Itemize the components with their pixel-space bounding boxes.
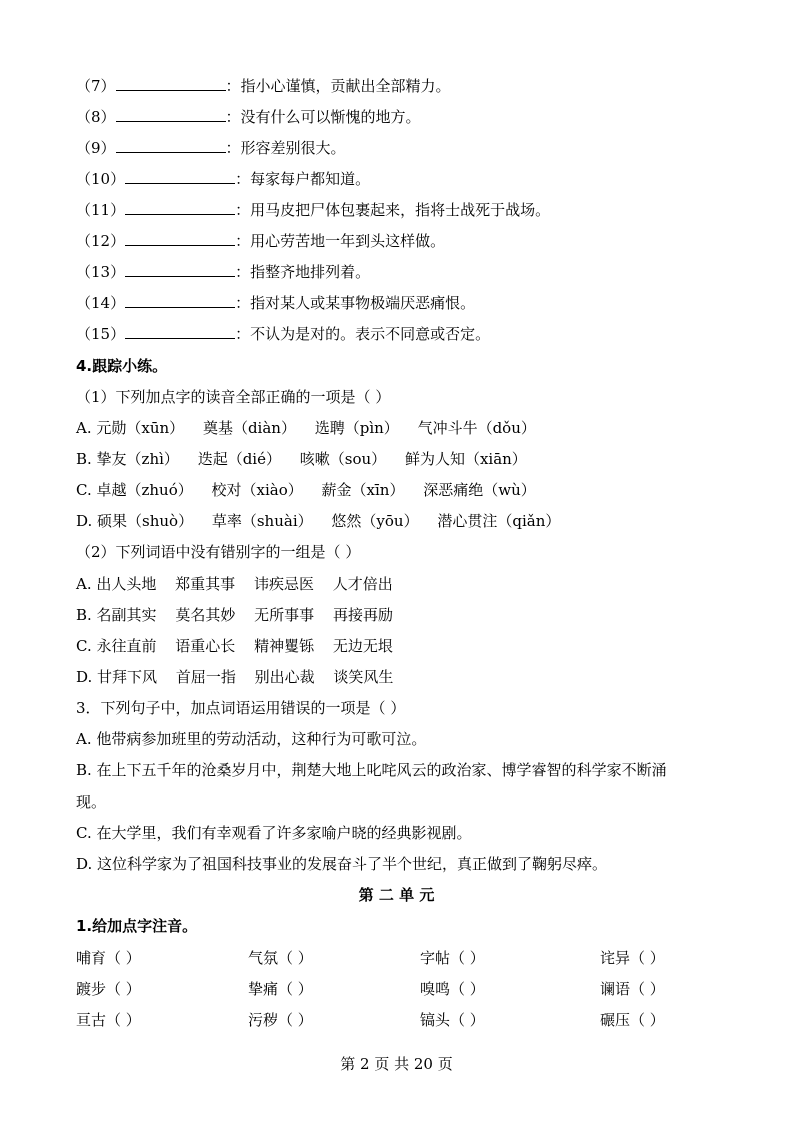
option-text: A. 出人头地 (76, 575, 157, 593)
question-3: 3．下列句子中，加点词语运用错误的一项是（ ） (76, 699, 406, 717)
definition-15 (76, 324, 490, 344)
section-title: 4.跟踪小练。 (76, 357, 168, 375)
pinyin-item[interactable]: 镐头（ ） (420, 1011, 485, 1029)
question-2: （2）下列词语中没有错别字的一组是（ ） (76, 543, 361, 561)
option-text: 气冲斗牛（dǒu） (417, 419, 536, 437)
option-text: 鲜为人知（xiān） (404, 450, 527, 468)
option-text: C. 卓越（zhuó） (76, 481, 193, 499)
definition-text: ：每家每户都知道。 (235, 170, 371, 188)
option-text: 草率（shuài） (211, 512, 313, 530)
definition-number: （7） (76, 77, 116, 95)
option-text: 选聘（pìn） (314, 419, 399, 437)
definition-7 (76, 76, 451, 96)
q2-option-a[interactable] (76, 574, 407, 594)
pinyin-item[interactable]: 亘古（ ） (76, 1011, 141, 1029)
definition-text: ：指对某人或某事物极端厌恶痛恨。 (235, 294, 476, 312)
definition-number: （13） (76, 263, 126, 281)
option-text: 潜心贯注（qiǎn） (437, 512, 561, 530)
option-text: 精神矍铄 (254, 637, 315, 655)
q3-option-d[interactable]: D. 这位科学家为了祖国科技事业的发展奋斗了半个世纪，真正做到了鞠躬尽瘁。 (76, 855, 608, 873)
definition-number: （10） (76, 170, 126, 188)
definition-9 (76, 138, 346, 158)
answer-blank[interactable] (125, 293, 235, 308)
q2-option-c[interactable] (76, 636, 407, 656)
option-text: 再接再励 (332, 606, 393, 624)
question-1: （1）下列加点字的读音全部正确的一项是（ ） (76, 388, 391, 406)
pinyin-item[interactable]: 诧异（ ） (600, 949, 665, 967)
q3-option-b-continued: 现。 (76, 793, 107, 811)
option-text: D. 硕果（shuò） (76, 512, 194, 530)
definition-text: ：指整齐地排列着。 (235, 263, 371, 281)
unit-title: 第 二 单 元 (358, 886, 435, 904)
pinyin-item[interactable]: 挚痛（ ） (248, 980, 313, 998)
q1-option-d[interactable] (76, 511, 574, 531)
answer-blank[interactable] (116, 138, 226, 153)
q1-option-c[interactable] (76, 480, 550, 500)
pinyin-item[interactable]: 污秽（ ） (248, 1011, 313, 1029)
answer-blank[interactable] (125, 231, 235, 246)
pinyin-item[interactable]: 碾压（ ） (600, 1011, 665, 1029)
definition-text: ：指小心谨慎，贡献出全部精力。 (225, 77, 451, 95)
section-title: 1.给加点字注音。 (76, 917, 198, 935)
pinyin-item[interactable]: 谰语（ ） (600, 980, 665, 998)
option-text: 咳嗽（sou） (299, 450, 387, 468)
option-text: 郑重其事 (175, 575, 236, 593)
option-text: B. 挚友（zhì） (76, 450, 179, 468)
page-footer: 第 2 页 共 20 页 (340, 1055, 453, 1073)
option-text: 迭起（dié） (197, 450, 281, 468)
option-text: D. 甘拜下风 (76, 668, 158, 686)
option-text: 语重心长 (175, 637, 236, 655)
option-text: 奠基（diàn） (202, 419, 296, 437)
definition-10 (76, 169, 370, 189)
pinyin-row (76, 947, 726, 967)
q1-option-b[interactable] (76, 449, 541, 469)
answer-blank[interactable] (125, 262, 235, 277)
pinyin-row (76, 978, 726, 998)
definition-13 (76, 262, 370, 282)
option-text: 人才倍出 (332, 575, 393, 593)
option-text: C. 永往直前 (76, 637, 157, 655)
pinyin-item[interactable]: 嗅鸣（ ） (420, 980, 485, 998)
option-text: 校对（xiào） (211, 481, 303, 499)
option-text: 谈笑风生 (333, 668, 394, 686)
option-text: B. 名副其实 (76, 606, 157, 624)
definition-11 (76, 200, 550, 220)
definition-12 (76, 231, 445, 251)
option-text: 讳疾忌医 (253, 575, 314, 593)
definition-text: ：不认为是对的。表示不同意或否定。 (235, 325, 491, 343)
pinyin-item[interactable]: 踱步（ ） (76, 980, 141, 998)
answer-blank[interactable] (125, 324, 235, 339)
answer-blank[interactable] (116, 76, 226, 91)
q3-option-c[interactable]: C. 在大学里，我们有幸观看了许多家喻户晓的经典影视剧。 (76, 824, 472, 842)
pinyin-row (76, 1009, 726, 1029)
definition-8 (76, 107, 421, 127)
q1-option-a[interactable] (76, 418, 550, 438)
definition-number: （15） (76, 325, 126, 343)
option-text: 深恶痛绝（wù） (423, 481, 536, 499)
option-text: 薪金（xīn） (321, 481, 405, 499)
option-text: 无所事事 (254, 606, 315, 624)
answer-blank[interactable] (125, 169, 235, 184)
definition-number: （8） (76, 108, 116, 126)
pinyin-item[interactable]: 哺育（ ） (76, 949, 141, 967)
pinyin-grid (76, 947, 726, 1037)
option-text: 首屈一指 (175, 668, 236, 686)
definition-text: ：用马皮把尸体包裹起来，指将士战死于战场。 (235, 201, 551, 219)
pinyin-item[interactable]: 字帖（ ） (420, 949, 485, 967)
definition-number: （11） (76, 201, 126, 219)
answer-blank[interactable] (125, 200, 235, 215)
q3-option-b[interactable]: B. 在上下五千年的沧桑岁月中，荆楚大地上叱咤风云的政治家、博学睿智的科学家不断涌 (76, 761, 667, 779)
answer-blank[interactable] (116, 107, 226, 122)
definition-number: （12） (76, 232, 126, 250)
option-text: A. 元勋（xūn） (76, 419, 185, 437)
q2-option-d[interactable] (76, 667, 407, 687)
definition-text: ：没有什么可以惭愧的地方。 (225, 108, 421, 126)
definition-number: （9） (76, 139, 116, 157)
definition-14 (76, 293, 475, 313)
definition-text: ：用心劳苦地一年到头这样做。 (235, 232, 446, 250)
option-text: 悠然（yōu） (331, 512, 419, 530)
option-text: 无边无垠 (332, 637, 393, 655)
pinyin-item[interactable]: 气氛（ ） (248, 949, 313, 967)
option-text: 别出心裁 (254, 668, 315, 686)
option-text: 莫名其妙 (175, 606, 236, 624)
definition-number: （14） (76, 294, 126, 312)
q2-option-b[interactable] (76, 605, 407, 625)
definition-text: ：形容差别很大。 (225, 139, 346, 157)
q3-option-a[interactable]: A. 他带病参加班里的劳动活动，这种行为可歌可泣。 (76, 730, 427, 748)
